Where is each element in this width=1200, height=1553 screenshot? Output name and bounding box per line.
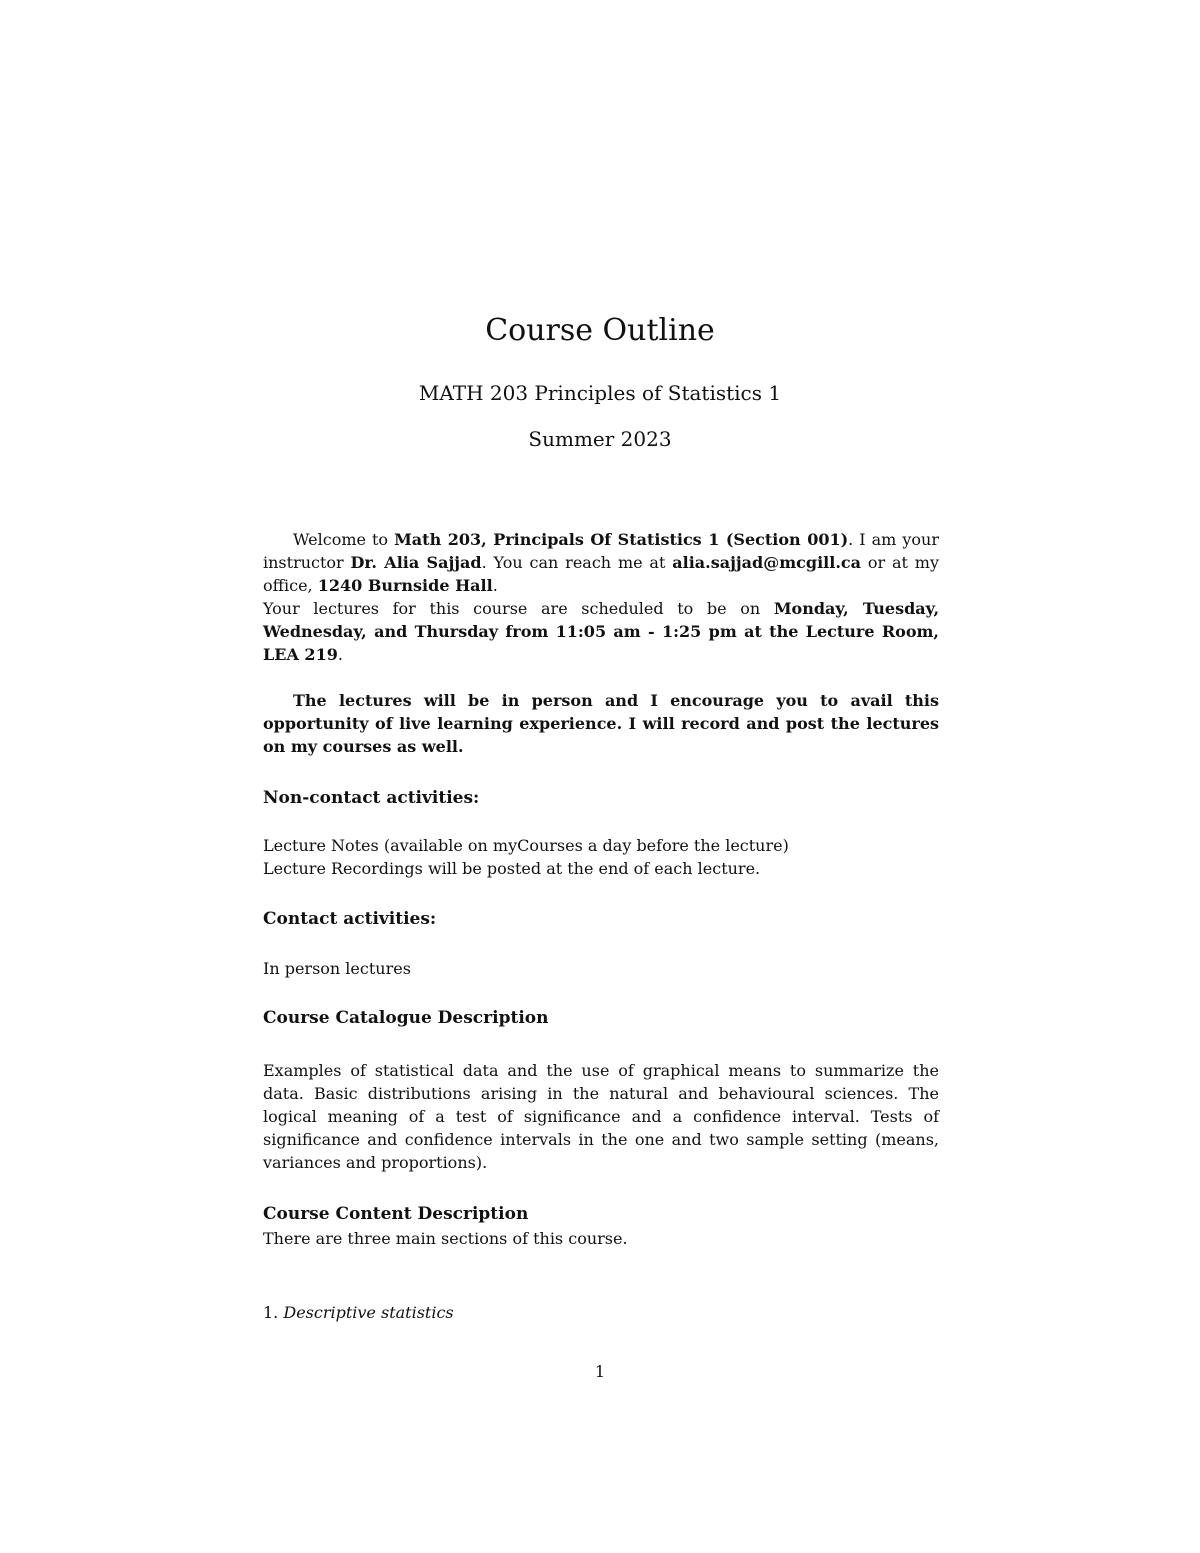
instructor-name: Dr. Alia Sajjad [350, 553, 482, 572]
page-title: Course Outline [485, 313, 715, 348]
course-name: MATH 203 Principles of Statistics 1 [418, 381, 782, 405]
instructor-email: alia.sajjad@mcgill.ca [672, 553, 861, 572]
list-item [263, 1303, 454, 1322]
course-section: Math 203, Principals Of Statistics 1 (Section 001) [394, 530, 849, 549]
non-contact-list [263, 834, 939, 880]
course-term: Summer 2023 [528, 427, 672, 451]
list-item-label: Descriptive statistics [283, 1303, 454, 1322]
non-contact-heading: Non-contact activities: [263, 788, 480, 808]
welcome-paragraph: Welcome to Math 203, Principals Of Statistics 1 (Section 001). I am your instructor Dr. Alia Sajjad. You can reach me at alia.sajjad@mcgill.ca or at my office, 1240 Burnside Hall. [263, 530, 940, 595]
lecture-recordings-line: Lecture Recordings will be posted at the end of each lecture. [263, 859, 761, 878]
content-description: There are three main sections of this course. [263, 1229, 628, 1248]
office-location: 1240 Burnside Hall [317, 576, 493, 595]
in-person-note: The lectures will be in person and I encourage you to avail this opportunity of live learning experience. I will record and post the lectures on my courses as well. [263, 691, 939, 756]
list-item-number: 1. [263, 1303, 279, 1322]
lecture-notes-line: Lecture Notes (available on myCourses a day before the lecture) [263, 836, 789, 855]
contact-heading: Contact activities: [263, 909, 437, 929]
catalogue-description: Examples of statistical data and the use of graphical means to summarize the data. Basic distributions arising in the natural and behavioural sciences. The logical meaning of a test of significance and a confidence interval. Tests of significance and confidence intervals in the one and two sample setting (means, variances and proportions). [263, 1061, 939, 1172]
content-heading: Course Content Description [263, 1204, 529, 1224]
schedule-paragraph: Your lectures for this course are scheduled to be on Monday, Tuesday, Wednesday, and Thursday from 11:05 am - 1:25 pm at the Lecture Room, LEA 219. [263, 599, 940, 664]
contact-line: In person lectures [263, 959, 411, 978]
catalogue-heading: Course Catalogue Description [263, 1008, 549, 1028]
page-number: 1 [594, 1362, 606, 1381]
schedule-details: Monday, Tuesday, Wednesday, and Thursday from 11:05 am - 1:25 pm at the Lecture Room, LEA 219 [263, 599, 940, 664]
